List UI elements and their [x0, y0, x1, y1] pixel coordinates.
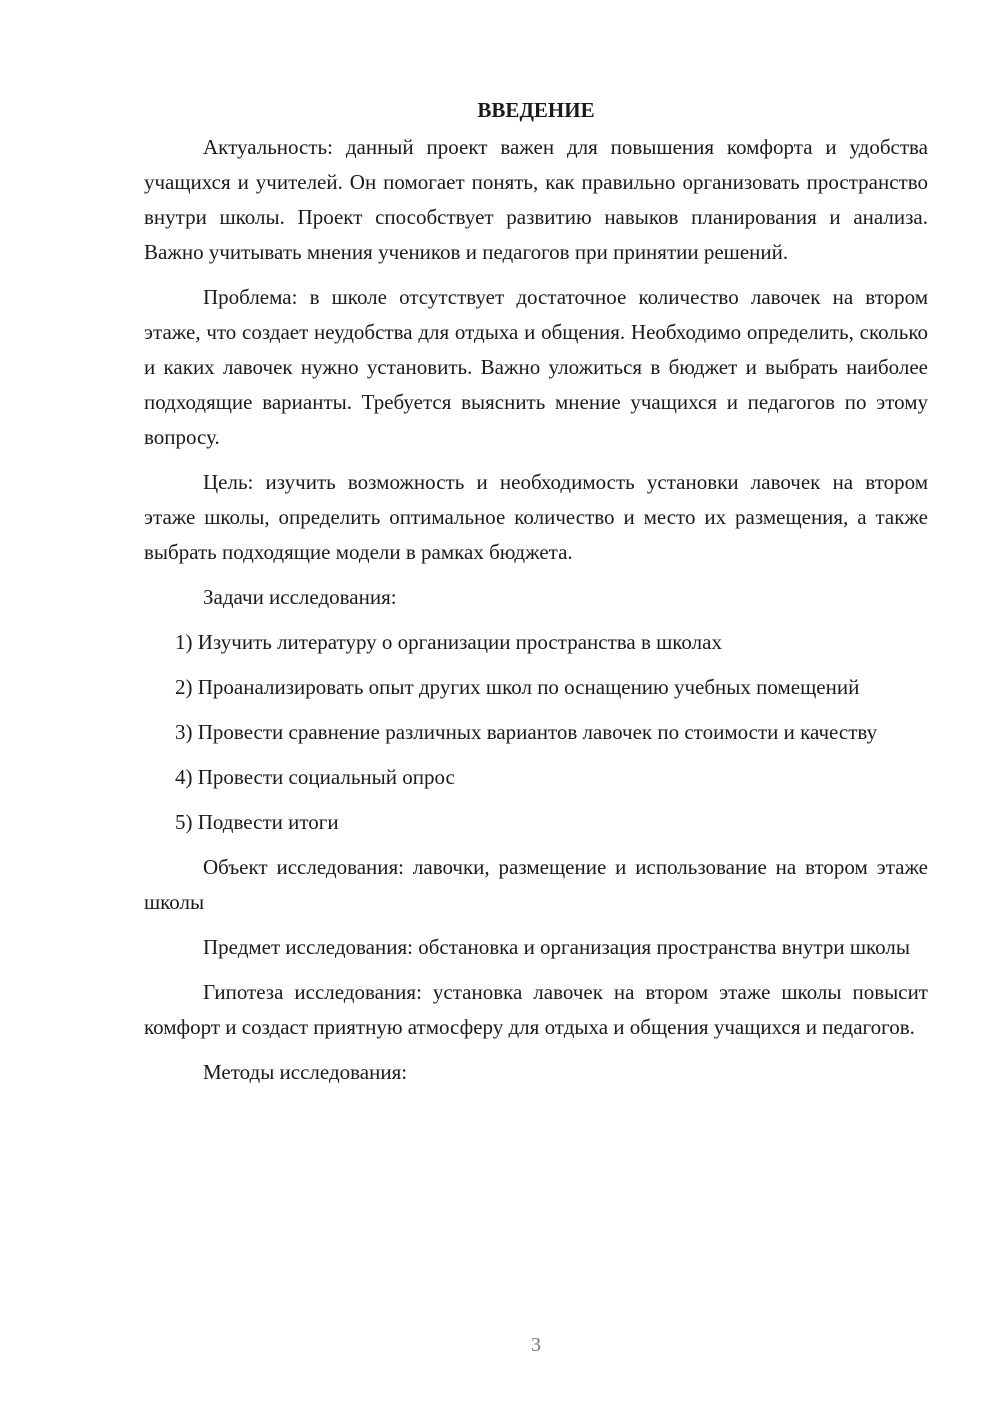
- page-number: 3: [531, 1334, 541, 1356]
- goal-paragraph: Цель: изучить возможность и необходимость установки лавочек на втором этаже школы, определить оптимальное количество и место их размещения, а также выбрать подходящие модели в рамках бюджета.: [144, 470, 928, 564]
- hypothesis-paragraph: Гипотеза исследования: установка лавочек на втором этаже школы повысит комфорт и создаст приятную атмосферу для отдыха и общения учащихся и педагогов.: [144, 980, 928, 1039]
- task-item-1: 1) Изучить литературу о организации пространства в школах: [175, 630, 722, 654]
- task-item-2: 2) Проанализировать опыт других школ по оснащению учебных помещений: [175, 675, 860, 699]
- relevance-paragraph: Актуальность: данный проект важен для повышения комфорта и удобства учащихся и учителей. Он помогает понять, как правильно организовать пространство внутри школы. Проект способствует развитию навыков планирования и анализа. Важно учитывать мнения учеников и педагогов при принятии решений.: [144, 135, 928, 264]
- task-item-5: 5) Подвести итоги: [175, 810, 339, 834]
- section-title: ВВЕДЕНИЕ: [477, 98, 595, 122]
- task-item-3: 3) Провести сравнение различных вариантов лавочек по стоимости и качеству: [175, 720, 878, 744]
- subject-paragraph: Предмет исследования: обстановка и организация пространства внутри школы: [203, 935, 910, 959]
- tasks-heading: Задачи исследования:: [203, 585, 397, 609]
- page-content: [144, 93, 928, 1100]
- task-item-4: 4) Провести социальный опрос: [175, 765, 455, 789]
- object-paragraph: Объект исследования: лавочки, размещение и использование на втором этаже школы: [144, 855, 928, 914]
- methods-heading: Методы исследования:: [203, 1060, 408, 1084]
- problem-paragraph: Проблема: в школе отсутствует достаточное количество лавочек на втором этаже, что создает неудобства для отдыха и общения. Необходимо определить, сколько и каких лавочек нужно установить. Важно уложиться в бюджет и выбрать наиболее подходящие варианты. Требуется выяснить мнение учащихся и педагогов по этому вопросу.: [144, 285, 928, 449]
